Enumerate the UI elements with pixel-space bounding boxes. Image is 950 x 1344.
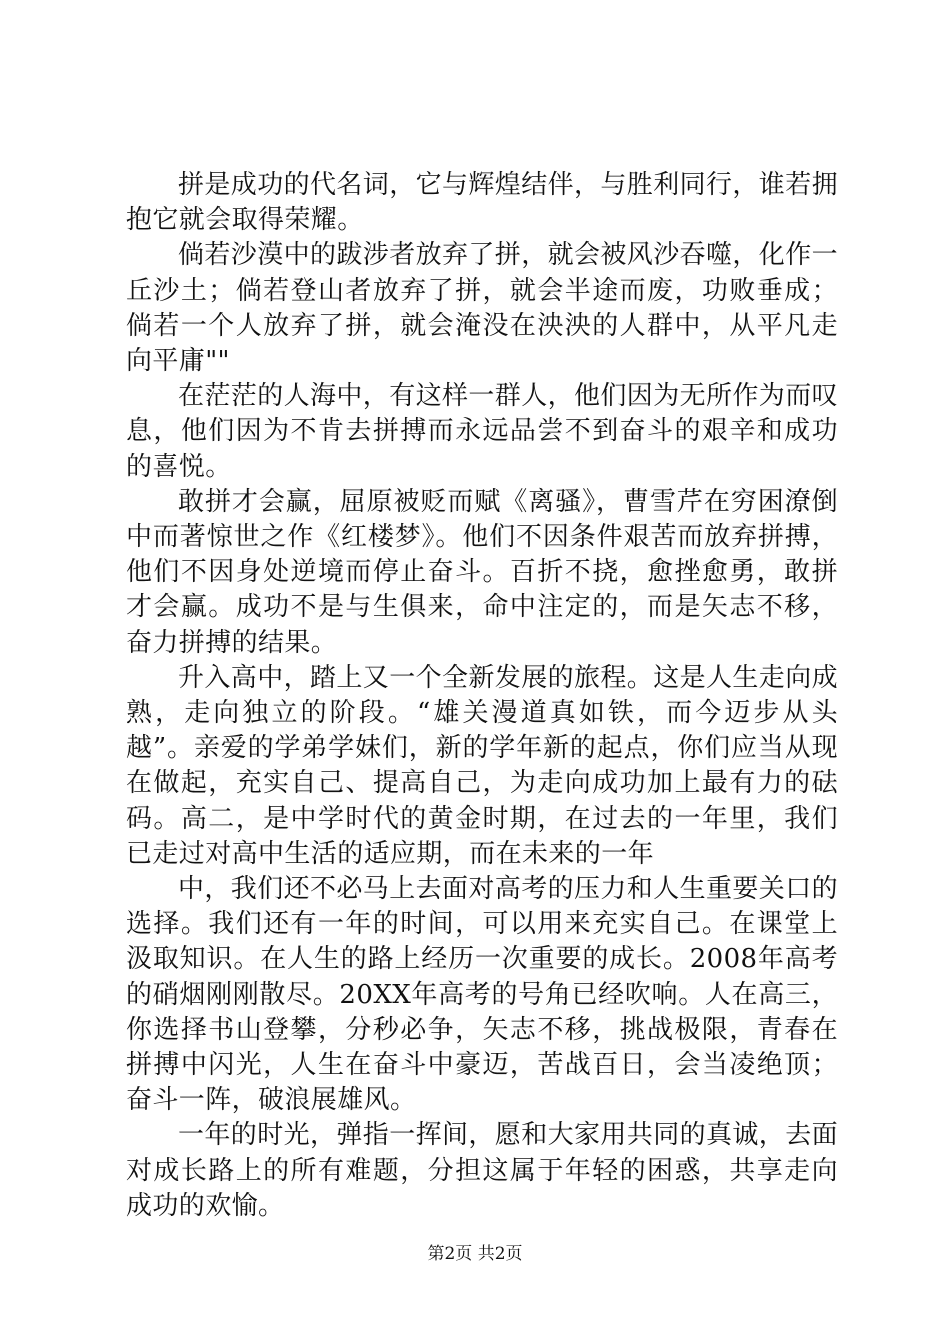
paragraph-1: 拼是成功的代名词，它与辉煌结伴，与胜利同行，谁若拥抱它就会取得荣耀。: [126, 170, 839, 236]
paragraph-5: 升入高中，踏上又一个全新发展的旅程。这是人生走向成熟，走向独立的阶段。“雄关漫道真如铁，而今迈步从头越”。亲爱的学弟学妹们，新的学年新的起点，你们应当从现在做起，充实自己、提高自己，为走向成功加上最有力的砝码。高二，是中学时代的黄金时期，在过去的一年里，我们已走过对高中生活的适应期，而在未来的一年: [126, 662, 839, 869]
document-body: [126, 168, 838, 1224]
paragraph-7: 一年的时光，弹指一挥间，愿和大家用共同的真诚，去面对成长路上的所有难题，分担这属于年轻的困惑，共享走向成功的欢愉。: [126, 1120, 839, 1221]
paragraph-6: 中，我们还不必马上去面对高考的压力和人生重要关口的选择。我们还有一年的时间，可以用来充实自己。在课堂上汲取知识。在人生的路上经历一次重要的成长。2008年高考的硝烟刚刚散尽。20XX年高考的号角已经吹响。人在高三，你选择书山登攀，分秒必争，矢志不移，挑战极限，青春在拼搏中闪光，人生在奋斗中豪迈，苦战百日，会当凌绝顶；奋斗一阵，破浪展雄风。: [126, 874, 839, 1116]
paragraph-4: 敢拼才会赢，屈原被贬而赋《离骚》，曹雪芹在穷困潦倒中而著惊世之作《红楼梦》。他们不因条件艰苦而放弃拼搏，他们不因身处逆境而停止奋斗。百折不挠，愈挫愈勇，敢拼才会赢。成功不是与生俱来，命中注定的，而是矢志不移，奋力拼搏的结果。: [126, 486, 838, 658]
page-footer: 第2页 共2页: [427, 1244, 523, 1264]
paragraph-3: 在茫茫的人海中，有这样一群人，他们因为无所作为而叹息，他们因为不肯去拼搏而永远品尝不到奋斗的艰辛和成功的喜悦。: [126, 381, 839, 482]
paragraph-2: 倘若沙漠中的跋涉者放弃了拼，就会被风沙吞噬，化作一丘沙土；倘若登山者放弃了拼，就会半途而废，功败垂成；倘若一个人放弃了拼，就会淹没在泱泱的人群中，从平凡走向平庸"": [126, 240, 839, 377]
